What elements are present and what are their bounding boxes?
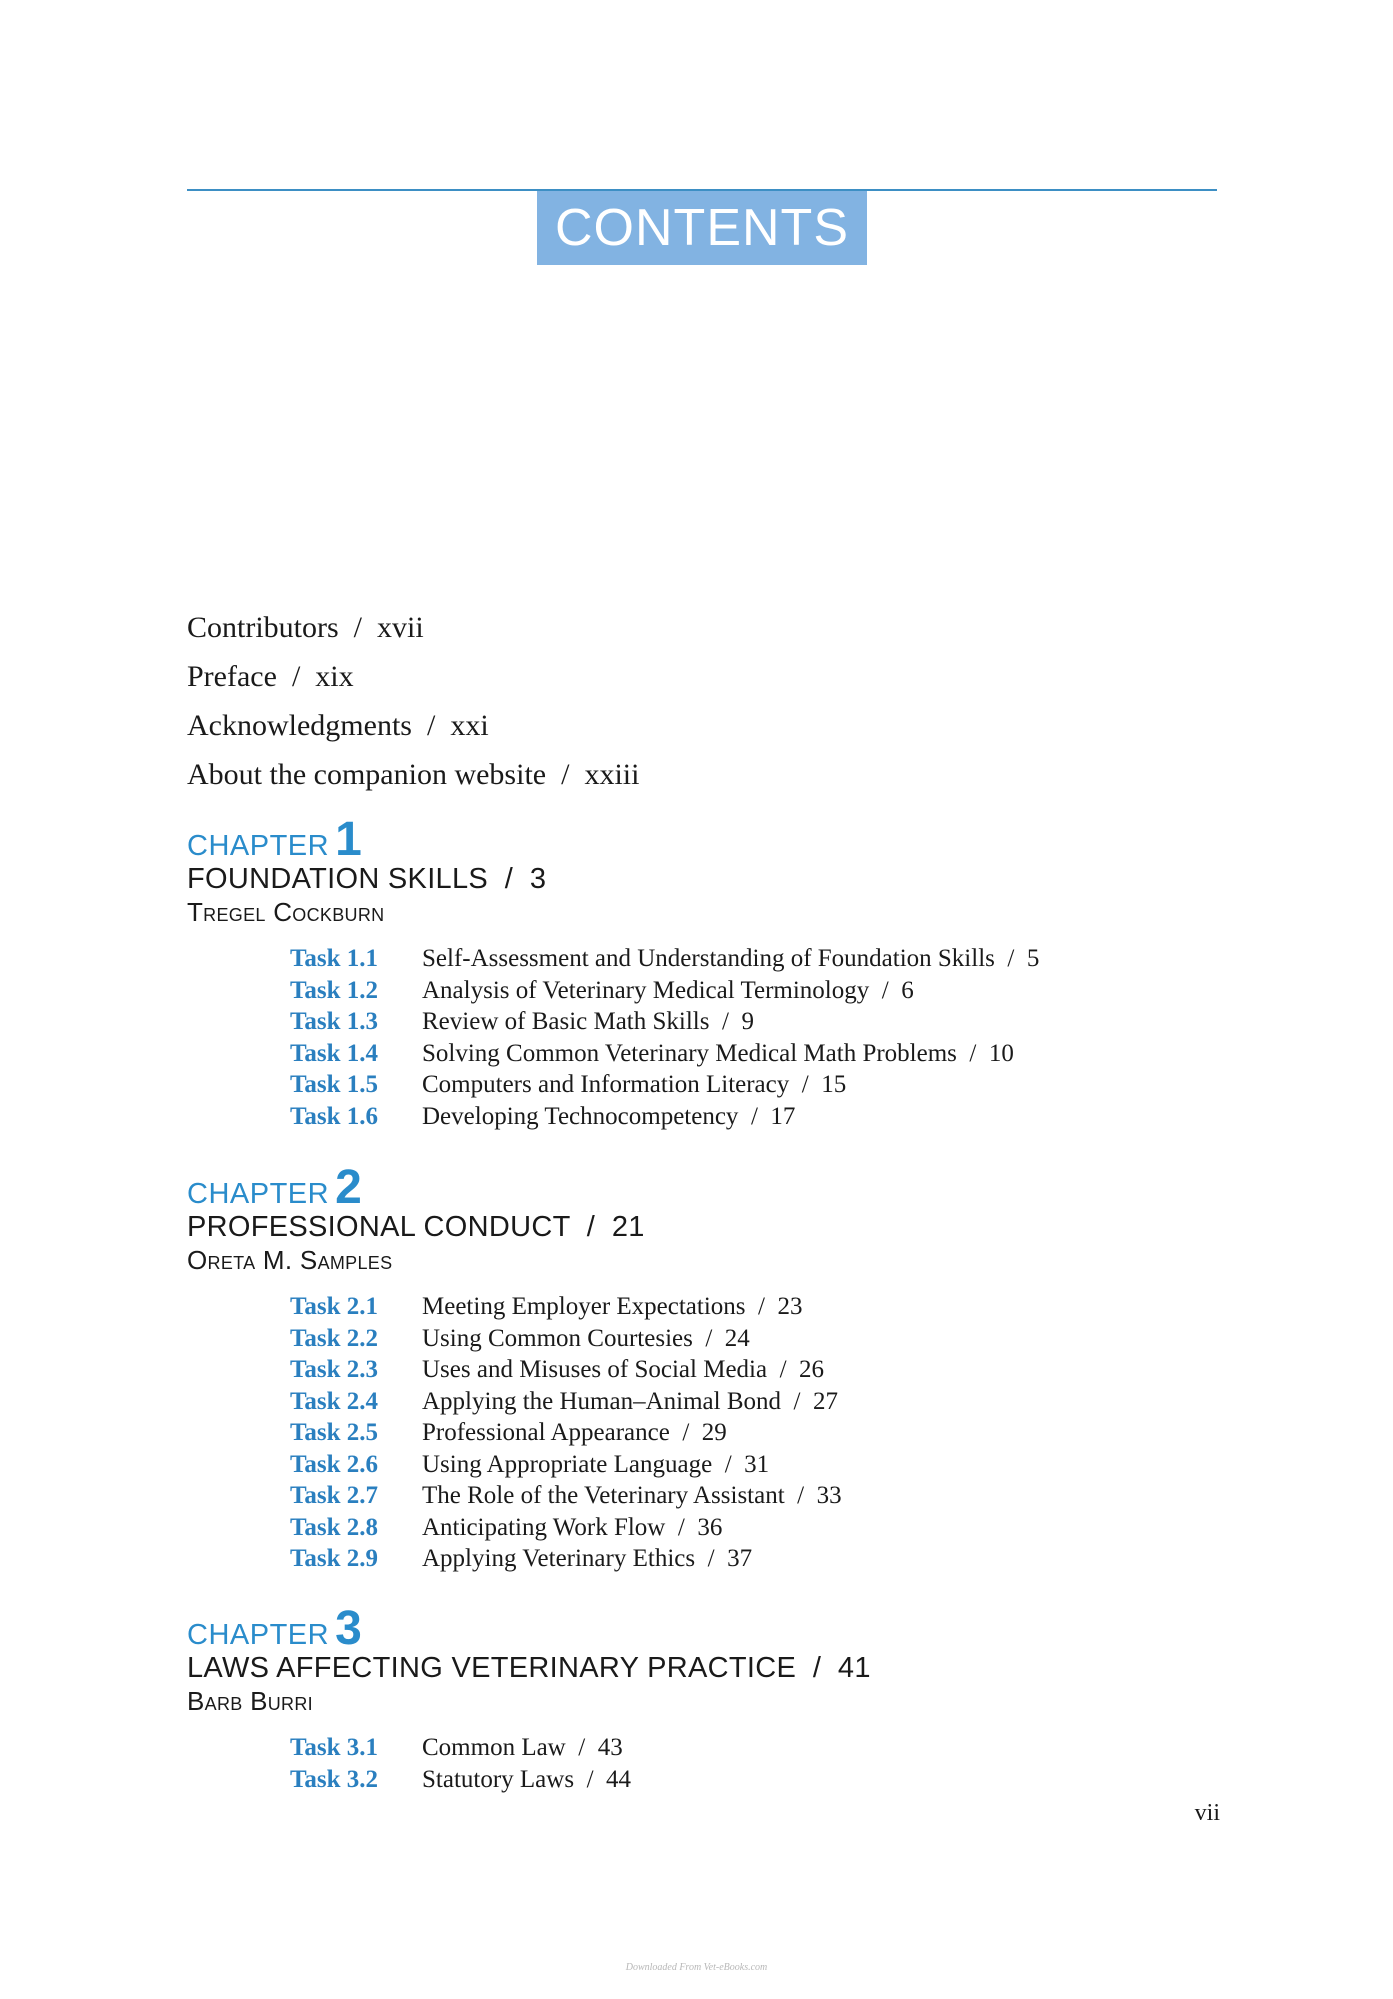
- chapter-title[interactable]: FOUNDATION SKILLS / 3: [187, 863, 547, 895]
- task-item[interactable]: Task 1.2 Analysis of Veterinary Medical Terminology / 6: [290, 976, 914, 1004]
- front-matter-list: [187, 603, 639, 799]
- chapter-3: [187, 1602, 871, 1795]
- task-item[interactable]: Task 2.2 Using Common Courtesies / 24: [290, 1324, 750, 1352]
- task-item[interactable]: Task 2.5 Professional Appearance / 29: [290, 1419, 727, 1446]
- task-item[interactable]: Task 2.9 Applying Veterinary Ethics / 37: [290, 1545, 753, 1572]
- contents-heading: CONTENTS: [537, 191, 867, 265]
- front-matter-item[interactable]: About the companion website / xxiii: [187, 758, 640, 791]
- page-number: vii: [1194, 1800, 1220, 1826]
- chapter-title[interactable]: LAWS AFFECTING VETERINARY PRACTICE / 41: [187, 1652, 871, 1684]
- chapter-title[interactable]: PROFESSIONAL CONDUCT / 21: [187, 1211, 645, 1243]
- task-item[interactable]: Task 2.6 Using Appropriate Language / 31: [290, 1450, 770, 1478]
- task-item[interactable]: Task 3.2 Statutory Laws / 44: [290, 1765, 632, 1793]
- task-item[interactable]: Task 1.1 Self-Assessment and Understanding of Foundation Skills / 5: [290, 945, 1040, 972]
- task-item[interactable]: Task 1.6 Developing Technocompetency / 17: [290, 1102, 796, 1130]
- chapter-author: Tregel Cockburn: [187, 897, 385, 927]
- chapter-heading: CHAPTER 2: [187, 1161, 362, 1214]
- task-item[interactable]: Task 3.1 Common Law / 43: [290, 1734, 623, 1761]
- task-list: [290, 943, 1039, 1132]
- front-matter-item[interactable]: Acknowledgments / xxi: [187, 709, 489, 742]
- front-matter-item[interactable]: Preface / xix: [187, 660, 354, 693]
- task-item[interactable]: Task 1.4 Solving Common Veterinary Medical Math Problems / 10: [290, 1039, 1014, 1067]
- task-item[interactable]: Task 1.3 Review of Basic Math Skills / 9: [290, 1008, 754, 1035]
- task-item[interactable]: Task 2.8 Anticipating Work Flow / 36: [290, 1513, 723, 1541]
- task-list: [290, 1732, 871, 1795]
- footer-watermark: Downloaded From Vet-eBooks.com: [625, 1962, 768, 1973]
- chapter-heading: CHAPTER 1: [187, 813, 362, 866]
- task-item[interactable]: Task 1.5 Computers and Information Literacy / 15: [290, 1071, 847, 1098]
- task-list: [290, 1291, 842, 1575]
- task-item[interactable]: Task 2.1 Meeting Employer Expectations / 23: [290, 1293, 803, 1320]
- chapter-1: [187, 813, 1040, 1132]
- front-matter-item[interactable]: Contributors / xvii: [187, 611, 424, 644]
- task-item[interactable]: Task 2.3 Uses and Misuses of Social Media / 26: [290, 1356, 825, 1383]
- task-item[interactable]: Task 2.4 Applying the Human–Animal Bond / 27: [290, 1387, 838, 1415]
- chapter-heading: CHAPTER 3: [187, 1602, 362, 1655]
- chapter-author: Barb Burri: [187, 1686, 313, 1716]
- chapter-author: Oreta M. Samples: [187, 1245, 393, 1275]
- task-item[interactable]: Task 2.7 The Role of the Veterinary Assistant / 33: [290, 1482, 842, 1509]
- chapter-2: [187, 1161, 842, 1575]
